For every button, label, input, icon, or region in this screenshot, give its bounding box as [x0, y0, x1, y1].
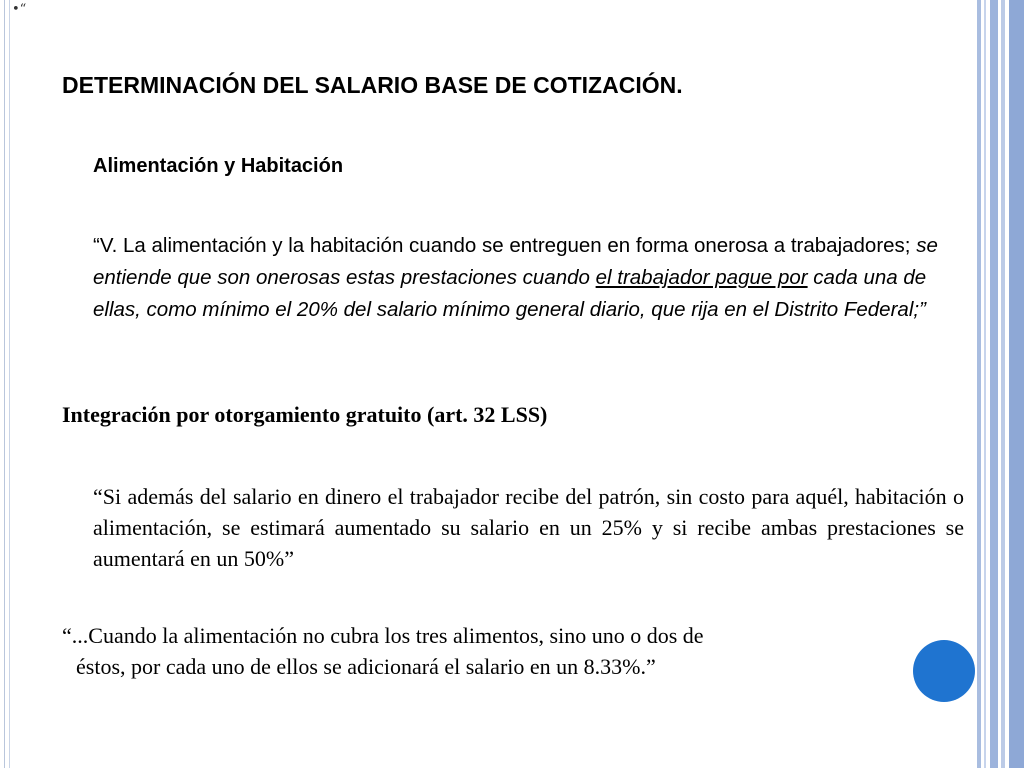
- quote-v-part2: se entiende que son onerosas estas prestaciones cuando: [93, 234, 938, 289]
- left-border-line: [4, 0, 5, 768]
- quote-alimentos-line2: éstos, por cada uno de ellos se adicionará el salario en un 8.33%.”: [76, 654, 656, 679]
- quote-v-part3: cada una de ellas, como mínimo el 20% del salario mínimo general diario, que rija en el Distrito Federal;”: [93, 266, 927, 321]
- section-subtitle: Alimentación y Habitación: [93, 155, 344, 177]
- quote-alimentos: [62, 620, 964, 682]
- slide-title: DETERMINACIÓN DEL SALARIO BASE DE COTIZACIÓN.: [62, 72, 683, 98]
- quote-lss: “Si además del salario en dinero el trabajador recibe del patrón, sin costo para aquél, habitación o alimentación, se estimará aumentado su salario en un 25% y si recibe ambas prestaciones se aumentará en un 50%”: [93, 484, 964, 571]
- left-border-line: [9, 0, 10, 768]
- heading-integracion: Integración por otorgamiento gratuito (art. 32 LSS): [62, 402, 548, 427]
- decorative-stripe: [977, 0, 981, 768]
- quote-v-underlined: el trabajador pague por: [595, 266, 808, 289]
- decorative-stripe: [984, 0, 986, 768]
- quote-alimentos-line1: “...Cuando la alimentación no cubra los tres alimentos, sino uno o dos de: [62, 623, 704, 648]
- quote-fraction-v: [93, 230, 973, 326]
- decorative-stripe: [1009, 0, 1024, 768]
- decorative-stripe: [1001, 0, 1005, 768]
- corner-mark: •“: [12, 2, 27, 17]
- decorative-stripe: [990, 0, 998, 768]
- quote-v-part1: “V. La alimentación y la habitación cuando se entreguen en forma onerosa a trabajadores;: [93, 234, 917, 257]
